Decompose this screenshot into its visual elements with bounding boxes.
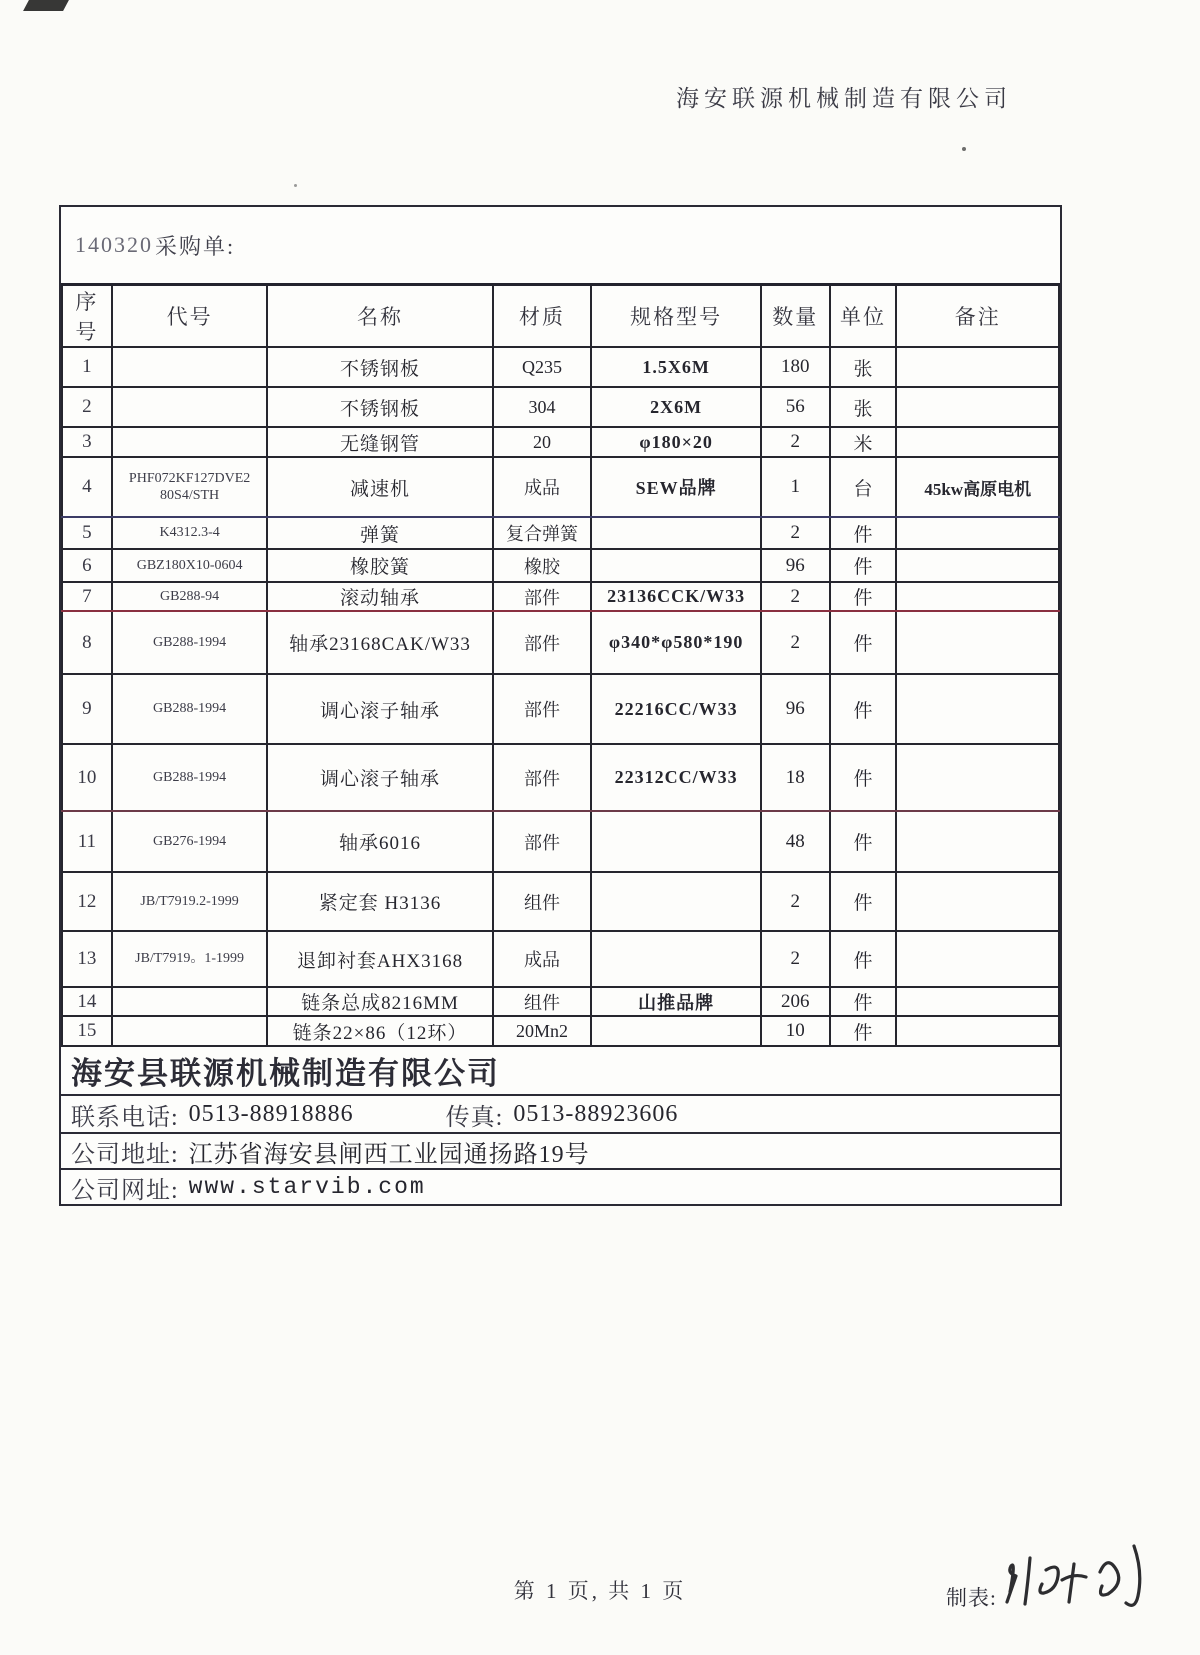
cell-unit: 台 [830,457,897,517]
address-row [61,1132,1060,1168]
website-row [61,1168,1060,1204]
cell-seq: 7 [62,582,112,611]
table-row [62,347,1059,387]
table-row [62,872,1059,931]
cell-unit: 张 [830,387,897,427]
cell-spec: φ180×20 [591,427,760,457]
table-row [62,457,1059,517]
cell-spec: φ340*φ580*190 [591,611,760,674]
table-row [62,1016,1059,1046]
scan-speck-artifact [294,184,297,187]
purchase-order-document [59,205,1062,1206]
cell-code: JB/T7919.2-1999 [112,872,268,931]
cell-code [112,1016,268,1046]
cell-note [896,611,1059,674]
cell-material: 组件 [493,987,592,1016]
cell-name: 橡胶簧 [267,549,492,582]
cell-qty: 1 [761,457,830,517]
address-label: 公司地址: [71,1141,179,1168]
cell-seq: 12 [62,872,112,931]
column-header: 数量 [761,285,830,348]
column-header: 材质 [493,285,592,348]
cell-spec: 1.5X6M [591,347,760,387]
website-value: www.starvib.com [188,1174,426,1200]
company-name: 海安县联源机械制造有限公司 [71,1056,500,1091]
column-header: 备注 [896,285,1059,348]
cell-note [896,872,1059,931]
cell-spec: 23136CCK/W33 [591,582,760,611]
cell-material: 复合弹簧 [493,517,592,549]
cell-note [896,931,1059,987]
cell-unit: 张 [830,347,897,387]
cell-note [896,582,1059,611]
cell-code: GB288-1994 [112,611,268,674]
column-header: 单位 [830,285,897,348]
cell-note [896,744,1059,811]
cell-material: 20Mn2 [493,1016,592,1046]
cell-code [112,987,268,1016]
cell-note [896,347,1059,387]
cell-name: 不锈钢板 [267,387,492,427]
cell-code: K4312.3-4 [112,517,268,549]
cell-spec [591,1016,760,1046]
cell-unit: 件 [830,582,897,611]
cell-name: 不锈钢板 [267,347,492,387]
page-header-company: 海安联源机械制造有限公司 [676,86,1012,111]
address-value: 江苏省海安县闸西工业园通扬路19号 [188,1141,590,1168]
cell-name: 弹簧 [267,517,492,549]
cell-spec [591,811,760,872]
cell-code [112,347,268,387]
table-row [62,387,1059,427]
table-row [62,582,1059,611]
table-row [62,987,1059,1016]
cell-qty: 2 [761,582,830,611]
cell-name: 退卸衬套AHX3168 [267,931,492,987]
page-indicator: 第 1 页, 共 1 页 [513,1579,687,1603]
cell-name: 调心滚子轴承 [267,674,492,744]
cell-material: Q235 [493,347,592,387]
cell-name: 轴承23168CAK/W33 [267,611,492,674]
purchase-order-table [61,283,1060,1047]
scan-dot-artifact [962,147,966,151]
cell-code: JB/T7919。1-1999 [112,931,268,987]
cell-material: 组件 [493,872,592,931]
cell-code [112,387,268,427]
cell-spec: 22216CC/W33 [591,674,760,744]
cell-seq: 15 [62,1016,112,1046]
cell-qty: 2 [761,931,830,987]
cell-qty: 2 [761,872,830,931]
cell-seq: 8 [62,611,112,674]
cell-unit: 件 [830,987,897,1016]
cell-seq: 1 [62,347,112,387]
cell-name: 紧定套 H3136 [267,872,492,931]
table-row [62,549,1059,582]
cell-seq: 5 [62,517,112,549]
cell-note [896,427,1059,457]
cell-note [896,549,1059,582]
cell-seq: 4 [62,457,112,517]
cell-qty: 2 [761,517,830,549]
cell-unit: 件 [830,611,897,674]
document-title [61,207,1060,283]
table-row [62,744,1059,811]
cell-qty: 2 [761,427,830,457]
cell-code: GBZ180X10-0604 [112,549,268,582]
cell-seq: 14 [62,987,112,1016]
cell-code: GB288-94 [112,582,268,611]
cell-name: 无缝钢管 [267,427,492,457]
document-number: 140320 [75,232,153,257]
cell-material: 部件 [493,674,592,744]
column-header: 规格型号 [591,285,760,348]
cell-name: 滚动轴承 [267,582,492,611]
cell-material: 304 [493,387,592,427]
cell-spec [591,517,760,549]
cell-unit: 件 [830,931,897,987]
table-row [62,674,1059,744]
preparer-label: 制表: [946,1586,997,1610]
cell-spec [591,931,760,987]
phone-number: 0513-88918886 [188,1100,354,1127]
cell-qty: 96 [761,549,830,582]
website-label: 公司网址: [71,1177,179,1204]
cell-note: 45kw高原电机 [896,457,1059,517]
cell-material: 部件 [493,811,592,872]
cell-seq: 6 [62,549,112,582]
cell-qty: 48 [761,811,830,872]
table-row [62,611,1059,674]
cell-unit: 件 [830,872,897,931]
cell-material: 部件 [493,744,592,811]
cell-qty: 206 [761,987,830,1016]
cell-seq: 3 [62,427,112,457]
cell-spec: SEW品牌 [591,457,760,517]
cell-name: 轴承6016 [267,811,492,872]
cell-material: 部件 [493,582,592,611]
cell-note [896,811,1059,872]
cell-material: 成品 [493,931,592,987]
cell-note [896,387,1059,427]
cell-seq: 10 [62,744,112,811]
cell-qty: 96 [761,674,830,744]
cell-unit: 件 [830,744,897,811]
cell-unit: 件 [830,1016,897,1046]
cell-note [896,517,1059,549]
cell-unit: 件 [830,811,897,872]
fax-number: 0513-88923606 [513,1100,679,1127]
cell-spec: 22312CC/W33 [591,744,760,811]
column-header: 代号 [112,285,268,348]
cell-name: 链条22×86（12环） [267,1016,492,1046]
cell-material: 成品 [493,457,592,517]
cell-code: GB288-1994 [112,674,268,744]
cell-code: PHF072KF127DVE2 80S4/STH [112,457,268,517]
cell-note [896,987,1059,1016]
table-row [62,427,1059,457]
cell-material: 20 [493,427,592,457]
phone-label: 联系电话: [71,1104,179,1131]
cell-unit: 米 [830,427,897,457]
cell-unit: 件 [830,674,897,744]
cell-spec: 2X6M [591,387,760,427]
cell-code: GB276-1994 [112,811,268,872]
cell-qty: 180 [761,347,830,387]
table-row [62,811,1059,872]
column-header: 序号 [62,285,112,348]
cell-unit: 件 [830,517,897,549]
cell-code [112,427,268,457]
cell-name: 调心滚子轴承 [267,744,492,811]
preparer-signature [1000,1540,1160,1630]
cell-spec [591,549,760,582]
table-row [62,517,1059,549]
cell-note [896,1016,1059,1046]
cell-name: 链条总成8216MM [267,987,492,1016]
document-title-text: 采购单: [155,233,236,259]
cell-spec [591,872,760,931]
table-row [62,931,1059,987]
cell-qty: 10 [761,1016,830,1046]
cell-qty: 56 [761,387,830,427]
cell-seq: 9 [62,674,112,744]
cell-material: 橡胶 [493,549,592,582]
scan-edge-artifact [23,0,69,11]
cell-unit: 件 [830,549,897,582]
cell-code: GB288-1994 [112,744,268,811]
fax-label: 传真: [445,1104,504,1131]
cell-qty: 2 [761,611,830,674]
phone-fax-row [61,1094,1060,1132]
cell-note [896,674,1059,744]
table-header [62,285,1059,348]
cell-qty: 18 [761,744,830,811]
cell-seq: 13 [62,931,112,987]
cell-seq: 2 [62,387,112,427]
cell-seq: 11 [62,811,112,872]
cell-material: 部件 [493,611,592,674]
cell-spec: 山推品牌 [591,987,760,1016]
cell-name: 减速机 [267,457,492,517]
company-contact-block [61,1047,1060,1204]
column-header: 名称 [267,285,492,348]
